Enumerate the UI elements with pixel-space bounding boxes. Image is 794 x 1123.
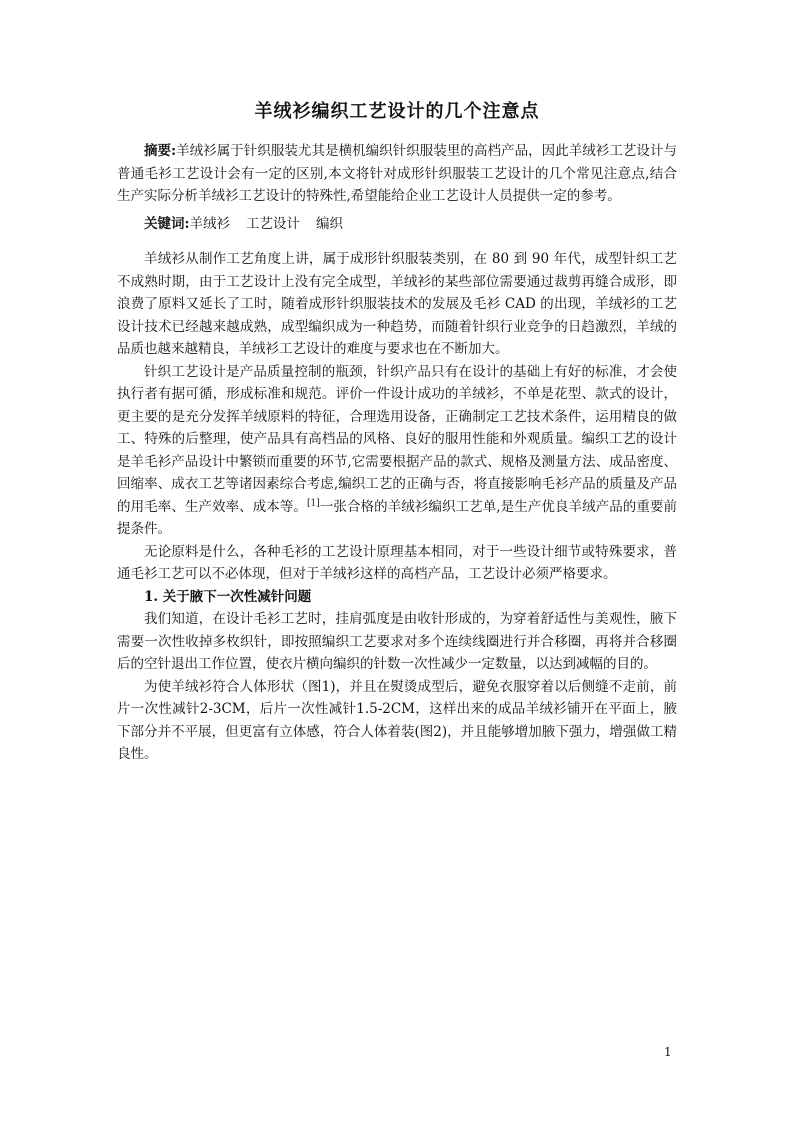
page-number: 1 [664,1045,672,1059]
keywords-label: 关键词: [144,216,190,232]
body-paragraph: 无论原料是什么，各种毛衫的工艺设计原理基本相同，对于一些设计细节或特殊要求，普通毛衫工艺可以不必体现，但对于羊绒衫这样的高档产品，工艺设计必须严格要求。 [117,543,677,582]
main-body [117,248,677,766]
abstract [117,140,677,208]
section-paragraph: 为使羊绒衫符合人体形状（图1)，并且在熨烫成型后，避免衣服穿着以后侧缝不走前，前片一次性减针2-3CM，后片一次性减针1.5-2CM，这样出来的成品羊绒衫铺开在平面上，腋下部分并不平展，但更富有立体感，符合人体着装(图2)，并且能够增加腋下强力，增强做工精良性。 [117,678,677,762]
keyword: 编织 [315,216,343,232]
document-title: 羊绒衫编织工艺设计的几个注意点 [254,101,540,122]
abstract-paragraph [117,140,677,208]
body-paragraph: 羊绒衫从制作工艺角度上讲，属于成形针织服装类别，在 80 到 90 年代，成型针织工艺不成熟时期，由于工艺设计上没有完全成型，羊绒衫的某些部位需要通过裁剪再缝合成形，即浪费了原料又延长了工时，随着成形针织服装技术的发展及毛衫 CAD 的出现，羊绒衫的工艺设计技术已经越来越成熟，成型编织成为一种趋势，而随着针织行业竞争的日趋激烈，羊绒的品质也越来越精良，羊绒衫工艺设计的难度与要求也在不断加大。 [117,251,677,357]
keywords-line [117,213,677,236]
body-paragraph [117,361,677,541]
keyword: 羊绒衫 [189,216,230,232]
keywords [117,213,677,236]
section-paragraph: 我们知道，在设计毛衫工艺时，挂肩弧度是由收针形成的，为穿着舒适性与美观性，腋下需要一次性收掉多枚织针，即按照编织工艺要求对多个连续线圈进行并合移圈，再将并合移圈后的空针退出工作位置，使衣片横向编织的针数一次性减少一定数量，以达到减幅的目的。 [117,611,677,672]
body-paragraph-tail: 一张合格的羊绒衫编织工艺单,是生产优良羊绒产品的重要前提条件。 [117,498,678,537]
section-heading: 1. 关于腋下一次性减针问题 [144,588,312,605]
abstract-text: 羊绒衫属于针织服装尤其是横机编织针织服装里的高档产品，因此羊绒衫工艺设计与普通毛衫工艺设计会有一定的区别,本文将针对成形针织服装工艺设计的几个常见注意点,结合生产实际分析羊绒衫工艺设计的特殊性,希望能给企业工艺设计人员提供一定的参考。 [117,143,677,204]
citation-marker: [1] [307,498,320,508]
keyword: 工艺设计 [245,216,300,232]
body-paragraph-text: 针织工艺设计是产品质量控制的瓶颈，针织产品只有在设计的基础上有好的标准，才会使执行者有据可循，形成标准和规范。评价一件设计成功的羊绒衫，不单是花型、款式的设计，更主要的是充分发挥羊绒原料的特征，合理选用设备，正确制定工艺技术条件，运用精良的做工、特殊的后整理，使产品具有高档品的风格、良好的服用性能和外观质量。编织工艺的设计是羊毛衫产品设计中繁锁而重要的环节,它需要根据产品的款式、规格及测量方法、成品密度、回缩率、成衣工艺等诸因素综合考虑,编织工艺的正确与否，将直接影响毛衫产品的质量及产品的用毛率、生产效率、成本等。 [117,363,677,515]
abstract-label: 摘要: [144,143,177,159]
